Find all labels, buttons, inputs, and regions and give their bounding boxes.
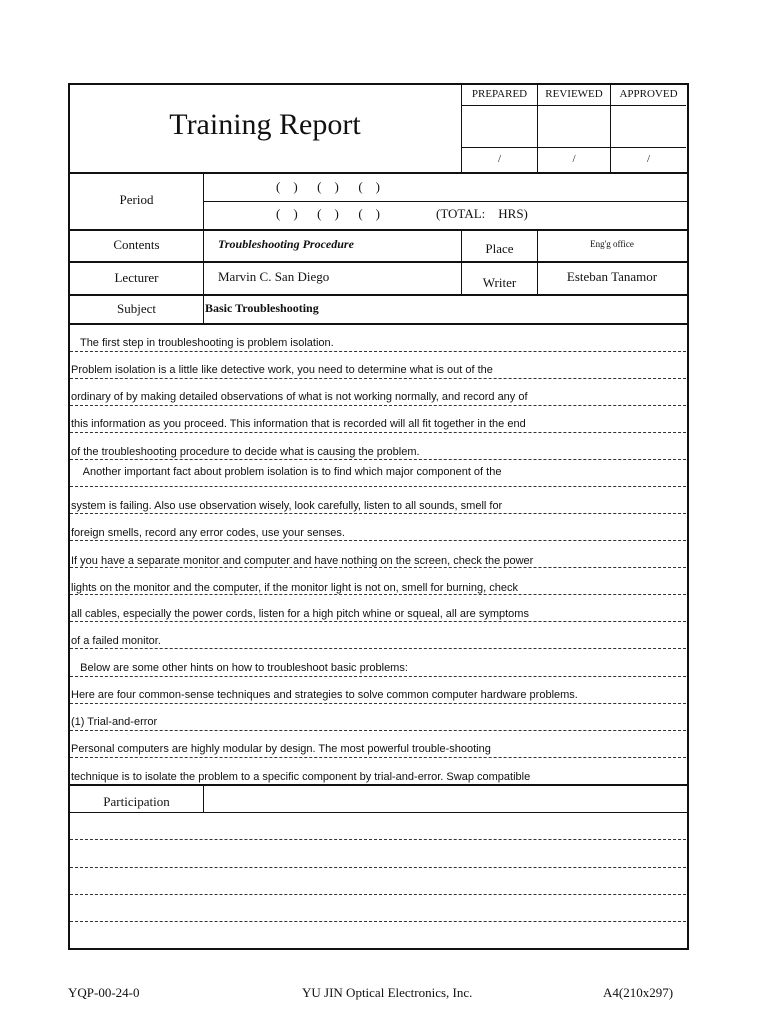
row-divider [68,229,687,231]
row-divider [68,323,687,325]
prepared-signature-box[interactable] [462,106,537,147]
place-value[interactable]: Eng'g office [590,239,634,249]
body-line: technique is to isolate the problem to a specific component by trial-and-error. Swap compatible [71,771,531,783]
approved-heading: APPROVED [619,88,678,100]
rule-line [70,351,686,352]
body-line: Problem isolation is a little like detective work, you need to determine what is out of the [71,364,493,376]
subject-label: Subject [117,301,156,316]
rule-line [70,703,686,704]
participation-label: Participation [103,794,170,809]
rule-line [70,594,686,595]
row-divider [68,294,687,296]
body-line: If you have a separate monitor and computer and have nothing on the screen, check the power [71,555,534,567]
body-line: all cables, especially the power cords, listen for a high pitch whine or squeal, all are symptoms [71,608,529,620]
company-name: YU JIN Optical Electronics, Inc. [302,985,473,1000]
rule-line [70,540,686,541]
contents-value[interactable]: Troubleshooting Procedure [218,237,354,251]
prepared-heading: PREPARED [471,88,528,100]
lecturer-value[interactable]: Marvin C. San Diego [218,269,330,284]
rule-line [70,839,686,840]
rule-line [70,513,686,514]
rule-line [70,648,686,649]
row-divider [203,295,204,323]
row-divider [68,812,687,813]
contents-label: Contents [113,237,160,252]
writer-value[interactable]: Esteban Tanamor [566,269,658,284]
period-label: Period [119,192,154,207]
form-code: YQP-00-24-0 [68,985,140,1000]
rule-line [70,432,686,433]
rule-line [70,676,686,677]
approved-signature-box[interactable] [611,106,686,147]
place-label: Place [485,241,514,256]
period-divider [203,201,687,202]
header-divider [68,172,687,174]
reviewed-signature-box[interactable] [538,106,610,147]
page-title: Training Report [169,108,361,141]
paper-size: A4(210x297) [603,985,674,1000]
rule-line [70,894,686,895]
body-line: ordinary of by making detailed observations of what is not working normally, and record any of [71,391,528,403]
body-line: of a failed monitor. [71,635,161,647]
body-line: Here are four common-sense techniques and strategies to solve common computer hardware problems. [71,689,578,701]
body-line: Another important fact about problem isolation is to find which major component of the [71,466,502,478]
prepared-date[interactable]: / [497,153,502,165]
row-divider [68,261,687,263]
approval-divider [461,147,686,148]
rule-line [70,567,686,568]
rule-line [70,621,686,622]
period-total[interactable]: (TOTAL: HRS) [436,206,528,221]
rule-line [70,486,686,487]
period-end[interactable]: ( ) ( ) ( ) [276,206,380,221]
participation-field[interactable] [204,786,685,811]
rule-line [70,921,686,922]
body-line: lights on the monitor and the computer, if the monitor light is not on, smell for burning, check [71,582,518,594]
rule-line [70,730,686,731]
body-line: The first step in troubleshooting is problem isolation. [71,337,334,349]
body-line: this information as you proceed. This information that is recorded will all fit together in the end [71,418,526,430]
lecturer-label: Lecturer [114,270,159,285]
rule-line [70,459,686,460]
body-line: system is failing. Also use observation wisely, look carefully, listen to all sounds, smell for [71,500,503,512]
approved-date[interactable]: / [646,153,651,165]
reviewed-heading: REVIEWED [545,88,603,100]
rule-line [70,757,686,758]
rule-line [70,867,686,868]
body-line: Personal computers are highly modular by design. The most powerful trouble-shooting [71,743,491,755]
body-line: of the troubleshooting procedure to decide what is causing the problem. [71,446,420,458]
period-start[interactable]: ( ) ( ) ( ) [276,179,380,194]
rule-line [70,378,686,379]
body-line: Below are some other hints on how to troubleshoot basic problems: [71,662,408,674]
subject-value[interactable]: Basic Troubleshooting [205,301,319,315]
rule-line [70,405,686,406]
reviewed-date[interactable]: / [572,153,576,165]
body-line: foreign smells, record any error codes, use your senses. [71,527,345,539]
body-line: (1) Trial-and-error [71,716,158,728]
writer-label: Writer [482,275,517,290]
